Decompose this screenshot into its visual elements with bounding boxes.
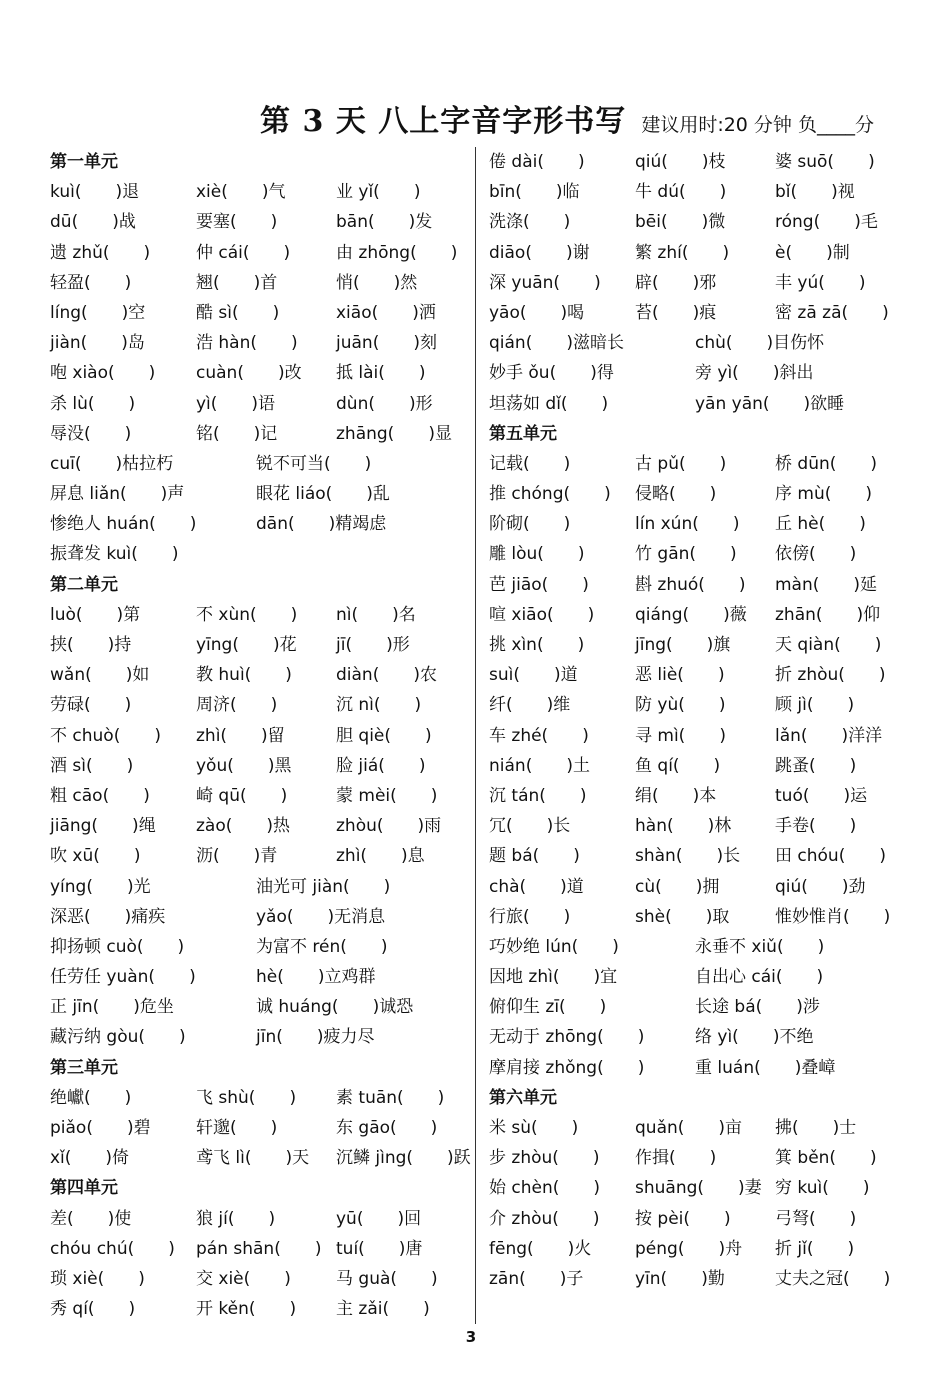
fill-in-item: 任劳任 yuàn( ) bbox=[50, 967, 196, 988]
fill-in-item: 惟妙惟肖( ) bbox=[775, 906, 891, 927]
fill-in-item: 重 luán( )叠嶂 bbox=[695, 1057, 836, 1078]
fill-in-item: 步 zhòu( ) bbox=[489, 1148, 600, 1169]
fill-in-item: 辟( )邪 bbox=[635, 272, 717, 293]
exercise-row bbox=[50, 177, 470, 207]
exercise-row bbox=[50, 1204, 470, 1234]
exercise-row bbox=[489, 207, 909, 237]
fill-in-item: 行旅( ) bbox=[489, 906, 571, 927]
fill-in-item: 田 chóu( ) bbox=[775, 846, 886, 867]
fill-in-item: diāo( )谢 bbox=[489, 242, 590, 263]
fill-in-item: cuī( )枯拉朽 bbox=[50, 453, 174, 474]
suggested-time-score: 建议用时:20 分钟 负____分 bbox=[641, 114, 874, 136]
fill-in-item: 丘 hè( ) bbox=[775, 514, 866, 535]
fill-in-item: 为富不 rén( ) bbox=[256, 936, 388, 957]
exercise-row bbox=[489, 600, 909, 630]
fill-in-item: 仲 cái( ) bbox=[196, 242, 291, 263]
exercise-row bbox=[489, 1143, 909, 1173]
exercise-row bbox=[489, 1234, 909, 1264]
exercise-row bbox=[489, 1173, 909, 1203]
fill-in-item: 拂( )士 bbox=[775, 1118, 857, 1138]
fill-in-item: 妙手 ǒu( )得 bbox=[489, 363, 614, 384]
fill-in-item: xǐ( )倚 bbox=[50, 1148, 130, 1169]
fill-in-item: 脸 jiá( ) bbox=[336, 755, 426, 776]
fill-in-item: yū( )回 bbox=[336, 1208, 422, 1229]
exercise-row bbox=[50, 268, 470, 298]
exercise-row bbox=[489, 811, 909, 841]
fill-in-item: nì( )名 bbox=[336, 604, 416, 625]
fill-in-item: 挟( )持 bbox=[50, 635, 132, 655]
fill-in-item: 推 chóng( ) bbox=[489, 484, 611, 505]
fill-in-item: 深恶( )痛疾 bbox=[50, 906, 166, 927]
fill-in-item: 折 zhòu( ) bbox=[775, 665, 886, 686]
exercise-row bbox=[489, 690, 909, 720]
exercise-row bbox=[50, 1022, 470, 1052]
fill-in-item: 雕 lòu( ) bbox=[489, 544, 585, 565]
fill-in-item: 正 jīn( )危坐 bbox=[50, 997, 174, 1018]
fill-in-item: 冗( )长 bbox=[489, 816, 571, 837]
fill-in-item: 自出心 cái( ) bbox=[695, 967, 824, 988]
fill-in-item: 沥( )青 bbox=[196, 846, 278, 867]
fill-in-item: jīn( )疲力尽 bbox=[256, 1027, 375, 1048]
fill-in-item: 始 chèn( ) bbox=[489, 1178, 601, 1199]
fill-in-item: wǎn( )如 bbox=[50, 665, 150, 686]
fill-in-item: 巧妙绝 lún( ) bbox=[489, 936, 619, 957]
fill-in-item: 恶 liè( ) bbox=[635, 665, 725, 686]
page-title: 第 3 天 八上字音字形书写 bbox=[260, 104, 627, 139]
fill-in-item: 介 zhòu( ) bbox=[489, 1208, 600, 1229]
exercise-row bbox=[50, 1294, 470, 1324]
exercise-row bbox=[50, 298, 470, 328]
fill-in-item: zān( )子 bbox=[489, 1268, 584, 1289]
exercise-row bbox=[50, 600, 470, 630]
fill-in-item: 要塞( ) bbox=[196, 212, 278, 233]
fill-in-item: 振聋发 kuì( ) bbox=[50, 544, 179, 565]
fill-in-item: 长途 bá( )涉 bbox=[695, 997, 820, 1018]
fill-in-item: shuāng( )妻 bbox=[635, 1178, 762, 1199]
fill-in-item: bān( )发 bbox=[336, 212, 433, 233]
fill-in-item: 穷 kuì( ) bbox=[775, 1178, 870, 1199]
exercise-row bbox=[489, 1053, 909, 1083]
fill-in-item: 辱没( ) bbox=[50, 423, 132, 444]
exercise-row bbox=[489, 1113, 909, 1143]
fill-in-item: yíng( )光 bbox=[50, 876, 151, 897]
fill-in-item: 眼花 liáo( )乱 bbox=[256, 484, 390, 505]
fill-in-item: 题 bá( ) bbox=[489, 846, 580, 867]
fill-in-item: 作揖( ) bbox=[635, 1148, 717, 1169]
exercise-row bbox=[50, 1143, 470, 1173]
fill-in-item: chù( )目伤怀 bbox=[695, 333, 825, 354]
exercise-row bbox=[50, 721, 470, 751]
fill-in-item: 顾 jì( ) bbox=[775, 695, 855, 716]
fill-in-item: cuàn( )改 bbox=[196, 363, 302, 384]
exercise-row bbox=[50, 660, 470, 690]
exercise-row bbox=[50, 238, 470, 268]
fill-in-item: 遗 zhǔ( ) bbox=[50, 242, 151, 263]
exercise-row bbox=[50, 419, 470, 449]
fill-in-item: 芭 jiāo( ) bbox=[489, 574, 589, 595]
exercise-row bbox=[50, 449, 470, 479]
fill-in-item: yīn( )勤 bbox=[635, 1268, 725, 1289]
fill-in-item: 沉鳞 jìng( )跃 bbox=[336, 1148, 471, 1169]
fill-in-item: 酒 sì( ) bbox=[50, 755, 134, 776]
unit-heading: 第三单元 bbox=[50, 1057, 118, 1078]
exercise-row bbox=[50, 207, 470, 237]
fill-in-item: 丈夫之冠( ) bbox=[775, 1268, 891, 1289]
fill-in-item: 差( )使 bbox=[50, 1208, 132, 1229]
fill-in-item: qiú( )劲 bbox=[775, 876, 866, 897]
fill-in-item: zhì( )息 bbox=[336, 846, 425, 867]
fill-in-item: 悄( )然 bbox=[336, 272, 418, 293]
fill-in-item: 摩肩接 zhǒng( ) bbox=[489, 1057, 645, 1078]
fill-in-item: 铭( )记 bbox=[196, 423, 278, 444]
fill-in-item: 不 chuò( ) bbox=[50, 725, 161, 746]
exercise-row bbox=[50, 841, 470, 871]
exercise-row bbox=[50, 932, 470, 962]
fill-in-item: è( )制 bbox=[775, 242, 850, 263]
fill-in-item: 诚 huáng( )诚恐 bbox=[256, 997, 414, 1018]
fill-in-item: 挑 xìn( ) bbox=[489, 635, 585, 655]
fill-in-item: fēng( )火 bbox=[489, 1238, 592, 1259]
fill-in-item: juān( )刻 bbox=[336, 333, 437, 354]
fill-in-item: 丰 yú( ) bbox=[775, 272, 866, 293]
fill-in-item: 酷 sì( ) bbox=[196, 302, 280, 323]
exercise-row bbox=[489, 630, 909, 660]
fill-in-item: 车 zhé( ) bbox=[489, 725, 589, 746]
exercise-row bbox=[489, 962, 909, 992]
fill-in-item: xiè( )气 bbox=[196, 182, 286, 203]
unit-heading: 第六单元 bbox=[489, 1087, 557, 1108]
exercise-row bbox=[50, 539, 470, 569]
exercise-row bbox=[489, 660, 909, 690]
fill-in-item: qiáng( )薇 bbox=[635, 604, 747, 625]
unit-heading: 第五单元 bbox=[489, 423, 557, 444]
fill-in-item: qiú( )枝 bbox=[635, 152, 726, 172]
fill-in-item: bīn( )临 bbox=[489, 182, 580, 203]
exercise-row bbox=[50, 630, 470, 660]
fill-in-item: bǐ( )视 bbox=[775, 182, 855, 203]
fill-in-item: zhāng( )显 bbox=[336, 423, 452, 444]
fill-in-item: 业 yǐ( ) bbox=[336, 182, 421, 203]
fill-in-item: 蒙 mèi( ) bbox=[336, 785, 438, 806]
exercise-row bbox=[489, 389, 909, 419]
fill-in-item: 粗 cāo( ) bbox=[50, 785, 150, 806]
fill-in-item: zhì( )留 bbox=[196, 725, 285, 746]
fill-in-item: yì( )语 bbox=[196, 393, 276, 414]
fill-in-item: 崎 qū( ) bbox=[196, 785, 288, 806]
fill-in-item: 吹 xū( ) bbox=[50, 846, 141, 867]
fill-in-item: 阶砌( ) bbox=[489, 514, 571, 535]
fill-in-item: kuì( )退 bbox=[50, 182, 140, 203]
fill-in-item: péng( )舟 bbox=[635, 1238, 743, 1259]
fill-in-item: zhòu( )雨 bbox=[336, 816, 442, 837]
fill-in-item: 因地 zhì( )宜 bbox=[489, 967, 618, 988]
exercise-row bbox=[50, 358, 470, 388]
fill-in-item: 箕 běn( ) bbox=[775, 1148, 877, 1169]
fill-in-item: 咆 xiào( ) bbox=[50, 363, 156, 384]
exercise-row bbox=[489, 751, 909, 781]
fill-in-item: xiāo( )洒 bbox=[336, 302, 436, 323]
fill-in-item: jīng( )旗 bbox=[635, 635, 731, 655]
fill-in-item: 折 jǐ( ) bbox=[775, 1238, 855, 1259]
fill-in-item: 防 yù( ) bbox=[635, 695, 726, 716]
fill-in-item: shè( )取 bbox=[635, 906, 730, 927]
fill-in-item: 素 tuān( ) bbox=[336, 1087, 445, 1108]
fill-in-item: suì( )道 bbox=[489, 665, 578, 686]
fill-in-item: 琐 xiè( ) bbox=[50, 1268, 145, 1289]
fill-in-item: 飞 shù( ) bbox=[196, 1087, 297, 1108]
fill-in-item: 东 gāo( ) bbox=[336, 1118, 438, 1138]
fill-in-item: qián( )滋暗长 bbox=[489, 333, 624, 354]
fill-in-item: 斟 zhuó( ) bbox=[635, 574, 746, 595]
fill-in-item: 抵 lài( ) bbox=[336, 363, 426, 384]
exercise-row bbox=[50, 1113, 470, 1143]
fill-in-item: 络 yì( )不绝 bbox=[695, 1027, 814, 1048]
fill-in-item: 洗涤( ) bbox=[489, 212, 571, 233]
fill-in-item: tuí( )唐 bbox=[336, 1238, 423, 1259]
fill-in-item: màn( )延 bbox=[775, 574, 878, 595]
fill-in-item: tuó( )运 bbox=[775, 785, 868, 806]
exercise-row bbox=[50, 962, 470, 992]
fill-in-item: 浩 hàn( ) bbox=[196, 333, 298, 354]
exercise-row bbox=[489, 539, 909, 569]
fill-in-item: 俯仰生 zī( ) bbox=[489, 997, 607, 1018]
fill-in-item: 绝巘( ) bbox=[50, 1087, 132, 1108]
fill-in-item: 旁 yì( )斜出 bbox=[695, 363, 814, 384]
fill-in-item: 深 yuān( ) bbox=[489, 272, 601, 293]
exercise-row bbox=[489, 872, 909, 902]
fill-in-item: 跳蚤( ) bbox=[775, 755, 857, 776]
exercise-row bbox=[50, 690, 470, 720]
exercise-row bbox=[489, 147, 909, 177]
fill-in-item: 轩邈( ) bbox=[196, 1118, 278, 1138]
fill-in-item: zào( )热 bbox=[196, 816, 291, 837]
fill-in-item: 沉 tán( ) bbox=[489, 785, 587, 806]
fill-in-item: 周济( ) bbox=[196, 695, 278, 716]
exercise-row bbox=[50, 479, 470, 509]
fill-in-item: 交 xiè( ) bbox=[196, 1268, 291, 1289]
fill-in-item: jiāng( )绳 bbox=[50, 816, 156, 837]
fill-in-item: hè( )立鸡群 bbox=[256, 967, 376, 988]
fill-in-item: cù( )拥 bbox=[635, 876, 720, 897]
exercise-row bbox=[489, 449, 909, 479]
fill-in-item: 记载( ) bbox=[489, 453, 571, 474]
fill-in-item: yǎo( )无消息 bbox=[256, 906, 386, 927]
page-number: 3 bbox=[465, 1328, 477, 1346]
fill-in-item: 狼 jí( ) bbox=[196, 1208, 276, 1229]
fill-in-item: piǎo( )碧 bbox=[50, 1118, 151, 1138]
exercise-row bbox=[489, 328, 909, 358]
exercise-row bbox=[50, 1234, 470, 1264]
exercise-row bbox=[50, 992, 470, 1022]
fill-in-item: 鱼 qí( ) bbox=[635, 755, 721, 776]
exercise-row bbox=[489, 1204, 909, 1234]
exercise-row bbox=[489, 1264, 909, 1294]
exercise-row bbox=[489, 268, 909, 298]
fill-in-item: 喧 xiāo( ) bbox=[489, 604, 595, 625]
fill-in-item: 侵略( ) bbox=[635, 484, 717, 505]
fill-in-item: bēi( )微 bbox=[635, 212, 726, 233]
fill-in-item: luò( )第 bbox=[50, 604, 141, 625]
fill-in-item: 屏息 liǎn( )声 bbox=[50, 484, 185, 505]
fill-in-item: 牛 dú( ) bbox=[635, 182, 727, 203]
fill-in-item: 依傍( ) bbox=[775, 544, 857, 565]
fill-in-item: líng( )空 bbox=[50, 302, 146, 323]
fill-in-item: lǎn( )洋洋 bbox=[775, 725, 883, 746]
exercise-row bbox=[489, 841, 909, 871]
fill-in-item: jiàn( )岛 bbox=[50, 333, 145, 354]
fill-in-item: 序 mù( ) bbox=[775, 484, 873, 505]
fill-in-item: quǎn( )亩 bbox=[635, 1118, 743, 1138]
exercise-row bbox=[50, 751, 470, 781]
fill-in-item: lín xún( ) bbox=[635, 514, 740, 535]
fill-in-item: 藏污纳 gòu( ) bbox=[50, 1027, 186, 1048]
fill-in-item: shàn( )长 bbox=[635, 846, 741, 867]
exercise-row bbox=[489, 479, 909, 509]
unit-heading: 第四单元 bbox=[50, 1178, 118, 1199]
exercise-row bbox=[489, 177, 909, 207]
fill-in-item: 劳碌( ) bbox=[50, 695, 132, 716]
right-column bbox=[489, 147, 909, 1294]
exercise-row bbox=[489, 570, 909, 600]
fill-in-item: jī( )形 bbox=[336, 635, 410, 655]
exercise-row bbox=[489, 509, 909, 539]
fill-in-item: dān( )精竭虑 bbox=[256, 514, 387, 535]
fill-in-item: 米 sù( ) bbox=[489, 1118, 579, 1138]
exercise-row bbox=[50, 1083, 470, 1113]
exercise-row bbox=[50, 902, 470, 932]
fill-in-item: 坦荡如 dǐ( ) bbox=[489, 393, 609, 414]
unit-heading: 第一单元 bbox=[50, 152, 118, 172]
fill-in-item: 教 huì( ) bbox=[196, 665, 292, 686]
fill-in-item: dū( )战 bbox=[50, 212, 136, 233]
fill-in-item: 按 pèi( ) bbox=[635, 1208, 731, 1229]
fill-in-item: 弓弩( ) bbox=[775, 1208, 857, 1229]
exercise-row bbox=[50, 509, 470, 539]
fill-in-item: 寻 mì( ) bbox=[635, 725, 726, 746]
exercise-row bbox=[50, 389, 470, 419]
left-column bbox=[50, 147, 470, 1324]
exercise-row bbox=[489, 902, 909, 932]
fill-in-item: róng( )毛 bbox=[775, 212, 878, 233]
exercise-row bbox=[50, 1264, 470, 1294]
fill-in-item: 永垂不 xiǔ( ) bbox=[695, 936, 825, 957]
fill-in-item: nián( )土 bbox=[489, 755, 590, 776]
fill-in-item: yīng( )花 bbox=[196, 635, 297, 655]
fill-in-item: 桥 dūn( ) bbox=[775, 453, 878, 474]
column-divider bbox=[475, 147, 476, 1324]
fill-in-item: 沉 nì( ) bbox=[336, 695, 422, 716]
exercise-row bbox=[489, 358, 909, 388]
fill-in-item: chà( )道 bbox=[489, 876, 584, 897]
exercise-row bbox=[50, 781, 470, 811]
exercise-row bbox=[50, 872, 470, 902]
fill-in-item: 主 zǎi( ) bbox=[336, 1299, 430, 1320]
fill-in-item: 竹 gān( ) bbox=[635, 544, 737, 565]
exercise-row bbox=[489, 1022, 909, 1052]
fill-in-item: 开 kěn( ) bbox=[196, 1299, 297, 1320]
fill-in-item: 惨绝人 huán( ) bbox=[50, 514, 197, 535]
fill-in-item: 绢( )本 bbox=[635, 785, 717, 806]
fill-in-item: chóu chú( ) bbox=[50, 1238, 175, 1259]
exercise-row bbox=[489, 992, 909, 1022]
fill-in-item: 不 xùn( ) bbox=[196, 604, 298, 625]
fill-in-item: 由 zhōng( ) bbox=[336, 242, 458, 263]
fill-in-item: 鸢飞 lì( )天 bbox=[196, 1148, 310, 1169]
fill-in-item: 抑扬顿 cuò( ) bbox=[50, 936, 185, 957]
exercise-row bbox=[50, 328, 470, 358]
fill-in-item: dùn( )形 bbox=[336, 393, 433, 414]
fill-in-item: 纤( )维 bbox=[489, 695, 571, 716]
fill-in-item: 苔( )痕 bbox=[635, 302, 717, 323]
fill-in-item: diàn( )农 bbox=[336, 665, 437, 686]
exercise-row bbox=[489, 932, 909, 962]
fill-in-item: yān yān( )欲睡 bbox=[695, 393, 845, 414]
fill-in-item: 无动于 zhōng( ) bbox=[489, 1027, 645, 1048]
fill-in-item: pán shān( ) bbox=[196, 1238, 322, 1259]
fill-in-item: 古 pǔ( ) bbox=[635, 453, 727, 474]
exercise-row bbox=[489, 238, 909, 268]
exercise-row bbox=[489, 298, 909, 328]
fill-in-item: 倦 dài( ) bbox=[489, 152, 585, 172]
fill-in-item: 油光可 jiàn( ) bbox=[256, 876, 391, 897]
fill-in-item: yāo( )喝 bbox=[489, 302, 585, 323]
fill-in-item: 秀 qí( ) bbox=[50, 1299, 136, 1320]
fill-in-item: 婆 suō( ) bbox=[775, 152, 875, 172]
unit-heading: 第二单元 bbox=[50, 574, 118, 595]
fill-in-item: 密 zā zā( ) bbox=[775, 302, 889, 323]
fill-in-item: 马 guà( ) bbox=[336, 1268, 438, 1289]
fill-in-item: 天 qiàn( ) bbox=[775, 635, 882, 655]
fill-in-item: 翘( )首 bbox=[196, 272, 278, 293]
fill-in-item: 锐不可当( ) bbox=[256, 453, 372, 474]
fill-in-item: 胆 qiè( ) bbox=[336, 725, 432, 746]
fill-in-item: 杀 lù( ) bbox=[50, 393, 136, 414]
fill-in-item: zhān( )仰 bbox=[775, 604, 881, 625]
exercise-row bbox=[489, 781, 909, 811]
fill-in-item: hàn( )林 bbox=[635, 816, 732, 837]
page-header bbox=[260, 96, 874, 140]
fill-in-item: 轻盈( ) bbox=[50, 272, 132, 293]
fill-in-item: yǒu( )黑 bbox=[196, 755, 292, 776]
fill-in-item: 繁 zhí( ) bbox=[635, 242, 730, 263]
exercise-row bbox=[489, 721, 909, 751]
exercise-row bbox=[50, 811, 470, 841]
fill-in-item: 手卷( ) bbox=[775, 816, 857, 837]
